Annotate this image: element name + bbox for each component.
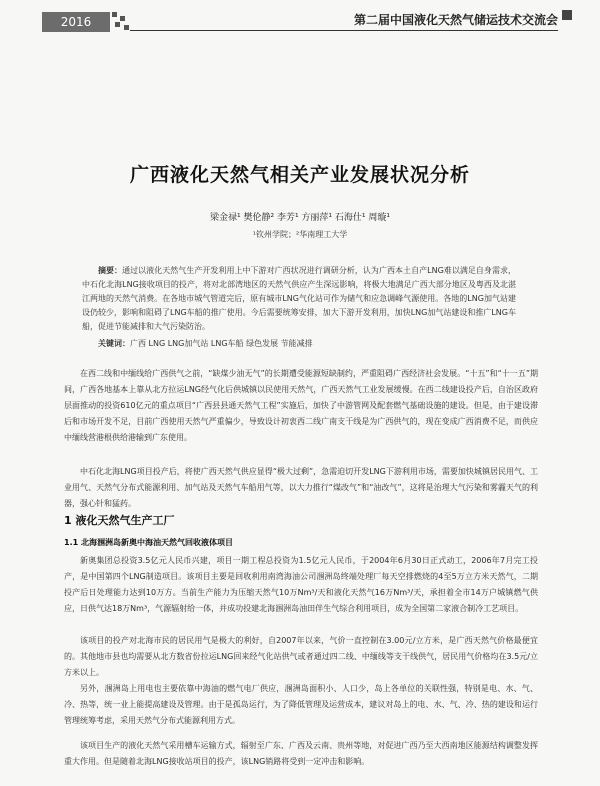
keywords-label: 关键词： bbox=[98, 339, 130, 348]
running-header bbox=[0, 0, 600, 40]
abstract bbox=[82, 264, 516, 334]
abstract-label: 摘要： bbox=[98, 266, 123, 275]
abstract-text: 通过以液化天然气生产开发利用上中下游对广西状况进行调研分析，认为广西本土自产LNG难以满足自身需求，中石化北海LNG接收项目的投产，将对北部湾地区的天然气供应产生深远影响，将极大地满足广西大部分地区及粤西及北湛江两地的天然气消费。在各地市城气管道完后，原有城市LNG气化站可作为储气和应急调峰气源使用。各地的LNG加气站建设仍较少，影响和阻碍了LNG车船的推广使用。今后需要统筹安排，加大下游开发利用，加快LNG加气站建设和推广LNG车船，促进节能减排和大气污染防治。 bbox=[82, 266, 517, 331]
subsection-heading: 1.1 北海涠洲岛新奥中海油天然气回收液体项目 bbox=[64, 538, 233, 547]
conference-title: 第二届中国液化天然气储运技术交流会 bbox=[353, 13, 558, 27]
intro-paragraph: 在西二线和中缅线给广西供气之前，“缺煤少油无气”的长期遭受能源短缺制约，严重阻碍广西经济社会发展。“十五”和“十一五”期间，广西各地基本上靠从北方拉运LNG经气化后供城镇以民使用天然气，广西天然气工业发展缓慢。在西二线建设投产后，自治区政府层面推动的投资610亿元的重点项目“广西县县通天然气工程”实施后，加快了中游管网及配套燃气基础设施的建设。但是，由于建设滞后和市场开发不足，目前广西使用天然气严重偏少，导致设计初衷西二线广南支干线是为广西供气的，现在变成广西消费不足，而供应中缅线营港根供给港输到广东使用。 bbox=[64, 369, 538, 442]
decorative-squares-icon bbox=[112, 12, 132, 32]
header-rule bbox=[130, 30, 558, 31]
year-badge: 2016 bbox=[42, 12, 110, 32]
section-heading: 1 液化天然气生产工厂 bbox=[64, 514, 175, 527]
body-paragraph: 另外，涠洲岛上用电也主要依靠中海油的燃气电厂供应，涠洲岛面积小、人口少，岛上各单位的关联性强，特别是电、水、气、冷、热等，统一业上能提高建设及管理。由于是孤岛运行，为了降低管理及运营成本，建议对岛上的电、水、气、冷、热的建设和运行管理统筹考虑，采用天然气分布式能源利用方式。 bbox=[64, 684, 538, 725]
author-list: 梁金禄¹ 樊伦静² 李芳¹ 方丽萍¹ 石海仕¹ 周璇¹ bbox=[210, 213, 390, 223]
paper-title: 广西液化天然气相关产业发展状况分析 bbox=[129, 164, 470, 186]
body-paragraph: 新奥集团总投资3.5亿元人民币兴建，项目一期工程总投资为1.5亿元人民币，于2004年6月30日正式动工，2006年7月完工投产，是中国第四个LNG制造项目。该项目主要是回收利用南湾海油公司涠洲岛终端处理厂每天空排燃烧的4至5万立方米天然气，二期投产后日处理能力达到10万方。当前生产能力为压缩天然气10万Nm³/天和液化天然气16万Nm³/天，承担着全市14万户城镇燃气供应，日供气达18万Nm³，气源辐射给一体，并成功投建北海涠洲岛油田伴生气综合利用项目，成为全国第二家液合制冷工艺项目。 bbox=[64, 556, 538, 613]
keywords-text: 广西 LNG LNG加气站 LNG车船 绿色发展 节能减排 bbox=[130, 339, 313, 348]
keywords bbox=[82, 337, 516, 351]
intro-paragraph: 中石化北海LNG项目投产后，将使广西天然气供应显得“极大过剩”，急需迫切开发LNG下游利用市场，需要加快城镇居民用气、工业用气、天然气分布式能源利用、加气站及天然气车船用气等，以大力推行“煤改气”和“油改气”，这将是治理大气污染和雾霾天气的利器，强心针和猛药。 bbox=[64, 467, 538, 508]
body-paragraph: 该项目生产的液化天然气采用槽车运输方式，辐射至广东、广西及云南、贵州等地，对促进广西乃至大西南地区能源结构调整发挥重大作用。但是随着北海LNG接收站项目的投产，该LNG销路将受到一定冲击和影响。 bbox=[64, 741, 538, 766]
affiliations: ¹钦州学院；²华南理工大学 bbox=[252, 230, 348, 239]
header-mark-icon bbox=[562, 10, 572, 20]
body-paragraph: 该项目的投产对北海市民的居民用气是极大的利好，自2007年以来，气价一直控制在3.00元/立方米，是广西天然气价格最便宜的。其他地市县也均需要从北方数省份拉运LNG回来经气化站供气或者通过四二线、中缅线等支干线供气，居民用气价格均在3.5元/立方米以上。 bbox=[64, 636, 538, 677]
